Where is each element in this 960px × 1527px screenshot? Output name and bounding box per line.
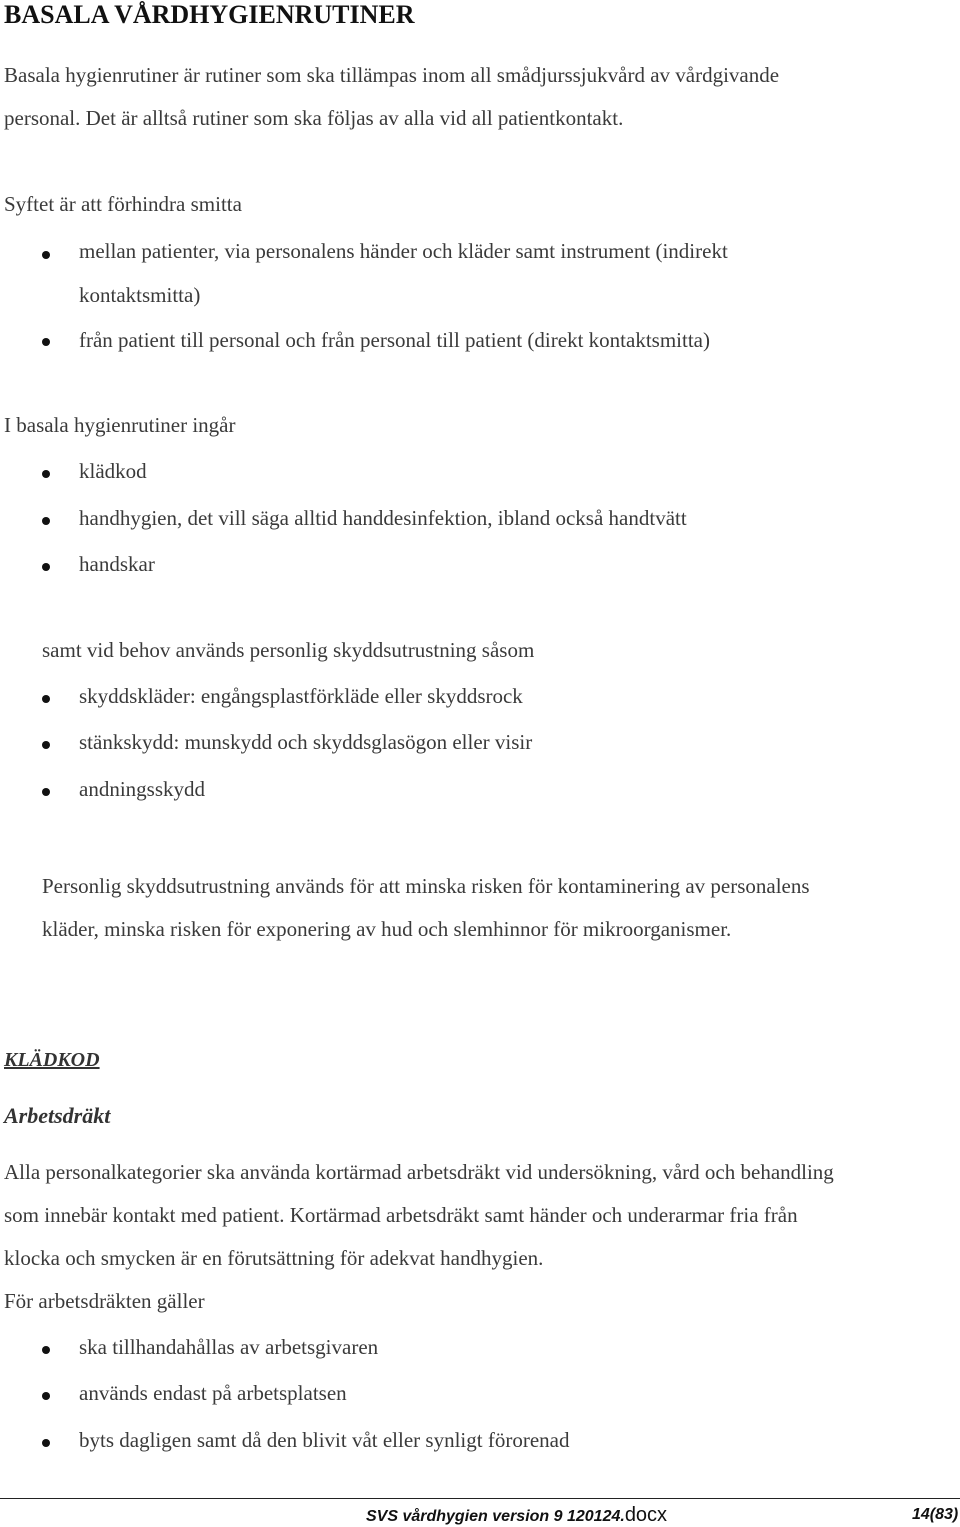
purpose-heading: Syftet är att förhindra smitta [4, 192, 242, 216]
ppe-paragraph-line-2: kläder, minska risken för exponering av hud och slemhinnor för mikroorganismer. [42, 917, 732, 941]
ppe-bullet-2: stänkskydd: munskydd och skyddsglasögon eller visir [79, 730, 533, 754]
includes-bullet-3: handskar [79, 552, 155, 576]
page-title: BASALA VÅRDHYGIENRUTINER [4, 0, 415, 29]
work-paragraph-line-2: som innebär kontakt med patient. Kortärmad arbetsdräkt samt händer och underarmar fria från [4, 1203, 798, 1227]
bullet-icon [42, 741, 50, 749]
purpose-bullet-1-line-1: mellan patienter, via personalens händer och kläder samt instrument (indirekt [79, 239, 728, 263]
bullet-icon [42, 1346, 50, 1354]
footer-doc-ext: docx [624, 1504, 668, 1526]
purpose-bullet-1-line-2: kontaktsmitta) [79, 283, 201, 307]
work-bullet-3: byts dagligen samt då den blivit våt eller synligt förorenad [79, 1428, 570, 1452]
footer-doc-name: SVS vårdhygien version 9 120124. [366, 1508, 625, 1525]
work-paragraph-line-3: klocka och smycken är en förutsättning för adekvat handhygien. [4, 1246, 544, 1270]
bullet-icon [42, 517, 50, 525]
includes-heading: I basala hygienrutiner ingår [4, 413, 236, 437]
bullet-icon [42, 470, 50, 478]
work-bullet-2: används endast på arbetsplatsen [79, 1381, 347, 1405]
intro-line-2: personal. Det är alltså rutiner som ska följas av alla vid all patientkontakt. [4, 106, 624, 130]
section-title: KLÄDKOD [4, 1049, 100, 1071]
ppe-heading: samt vid behov används personlig skyddsutrustning såsom [42, 638, 535, 662]
bullet-icon [42, 695, 50, 703]
bullet-icon [42, 788, 50, 796]
bullet-icon [42, 251, 50, 259]
intro-line-1: Basala hygienrutiner är rutiner som ska tillämpas inom all smådjurssjukvård av vårdgivande [4, 63, 780, 87]
includes-bullet-1: klädkod [79, 459, 147, 483]
bullet-icon [42, 563, 50, 571]
ppe-bullet-3: andningsskydd [79, 777, 205, 801]
footer-divider [0, 1498, 960, 1499]
purpose-bullet-2: från patient till personal och från personal till patient (direkt kontaktsmitta) [79, 328, 710, 352]
ppe-bullet-1: skyddskläder: engångsplastförkläde eller skyddsrock [79, 684, 523, 708]
work-heading: För arbetsdräkten gäller [4, 1289, 205, 1313]
footer-page-number: 14(83) [912, 1506, 959, 1523]
includes-bullet-2: handhygien, det vill säga alltid handdesinfektion, ibland också handtvätt [79, 506, 687, 530]
bullet-icon [42, 338, 50, 346]
work-paragraph-line-1: Alla personalkategorier ska använda kortärmad arbetsdräkt vid undersökning, vård och behandling [4, 1160, 834, 1184]
subsection-title: Arbetsdräkt [4, 1103, 111, 1128]
bullet-icon [42, 1439, 50, 1447]
ppe-paragraph-line-1: Personlig skyddsutrustning används för att minska risken för kontaminering av personalens [42, 874, 810, 898]
bullet-icon [42, 1392, 50, 1400]
work-bullet-1: ska tillhandahållas av arbetsgivaren [79, 1335, 379, 1359]
footer-document-name [366, 1504, 667, 1527]
